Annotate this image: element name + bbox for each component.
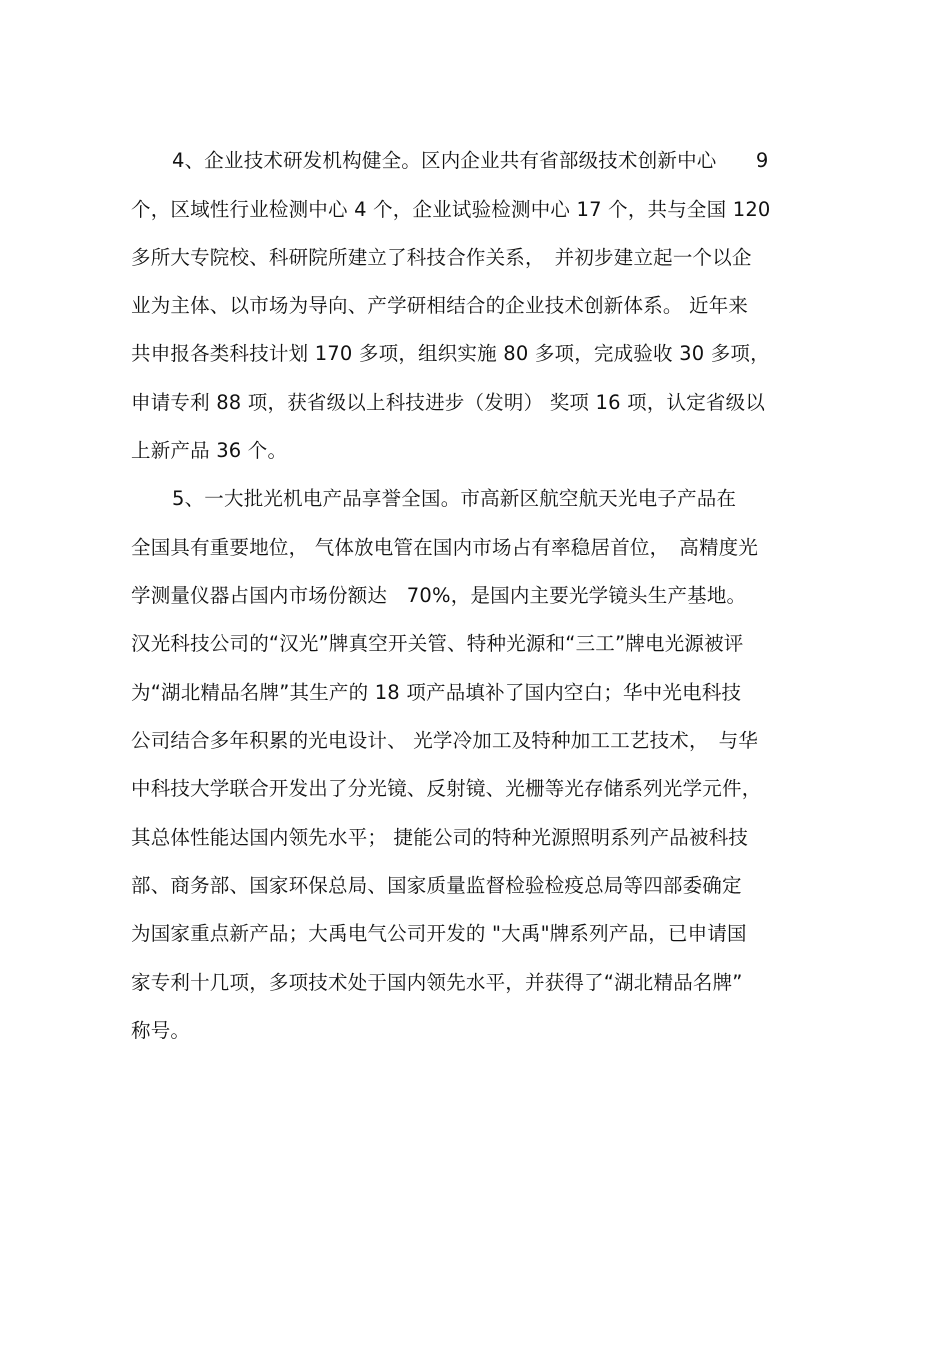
text-line: 公司结合多年积累的光电设计、 光学冷加工及特种加工工艺技术， 与华 xyxy=(131,729,759,752)
text-line: 多所大专院校、科研院所建立了科技合作关系， 并初步建立起一个以企 xyxy=(131,246,752,269)
text-line: 5、一大批光机电产品享誉全国。市高新区航空航天光电子产品在 xyxy=(172,487,737,510)
text-line: 个，区域性行业检测中心 4 个，企业试验检测中心 17 个，共与全国 120 xyxy=(131,198,771,221)
text-line: 其总体性能达国内领先水平； 捷能公司的特种光源照明系列产品被科技 xyxy=(131,826,749,849)
text-line: 学测量仪器占国内市场份额达 70%，是国内主要光学镜头生产基地。 xyxy=(131,584,747,607)
text-line: 上新产品 36 个。 xyxy=(131,439,288,462)
text-line: 共申报各类科技计划 170 多项，组织实施 80 多项，完成验收 30 多项， xyxy=(131,342,770,365)
text-line: 中科技大学联合开发出了分光镜、反射镜、光栅等光存储系列光学元件， xyxy=(131,777,762,800)
text-line: 称号。 xyxy=(131,1019,191,1042)
text-line: 为国家重点新产品；大禹电气公司开发的 "大禹"牌系列产品，已申请国 xyxy=(131,922,747,945)
text-line: 为“湖北精品名牌”其生产的 18 项产品填补了国内空白；华中光电科技 xyxy=(131,681,742,704)
text-line: 4、企业技术研发机构健全。区内企业共有省部级技术创新中心 9 xyxy=(172,149,769,172)
text-line: 业为主体、以市场为导向、产学研相结合的企业技术创新体系。 近年来 xyxy=(131,294,749,317)
text-line: 家专利十几项，多项技术处于国内领先水平，并获得了“湖北精品名牌” xyxy=(131,971,743,994)
text-line: 部、商务部、国家环保总局、国家质量监督检验检疫总局等四部委确定 xyxy=(131,874,742,897)
text-line: 全国具有重要地位， 气体放电管在国内市场占有率稳居首位， 高精度光 xyxy=(131,536,759,559)
text-line: 汉光科技公司的“汉光”牌真空开关管、特种光源和“三工”牌电光源被评 xyxy=(131,632,744,655)
text-line: 申请专利 88 项，获省级以上科技进步（发明） 奖项 16 项，认定省级以 xyxy=(131,391,766,414)
